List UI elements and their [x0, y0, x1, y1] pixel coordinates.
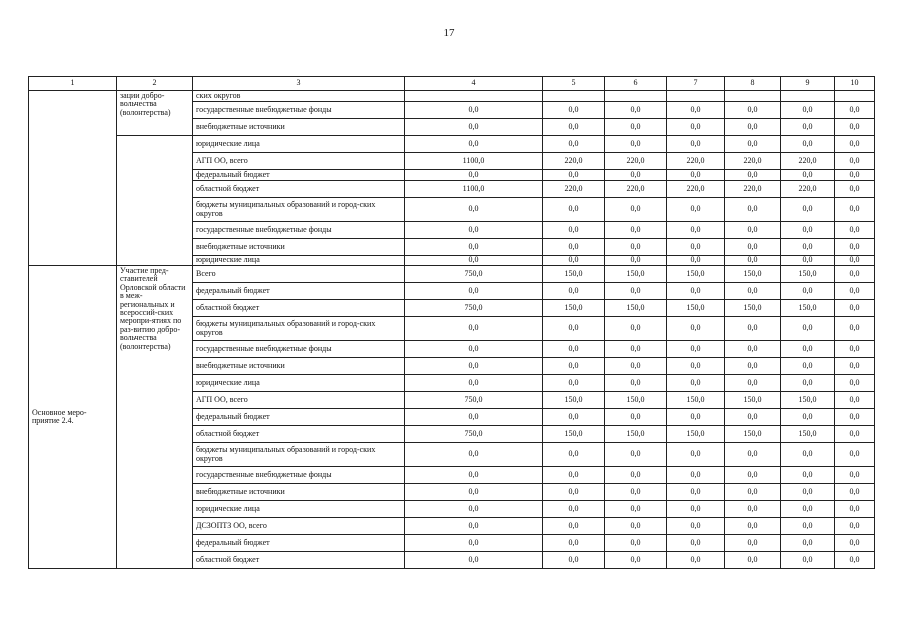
value-cell: 0,0 — [543, 484, 605, 501]
value-cell: 0,0 — [667, 170, 725, 181]
value-cell: 0,0 — [605, 102, 667, 119]
header-cell: 7 — [667, 77, 725, 91]
value-cell: 0,0 — [405, 358, 543, 375]
value-cell: 1100,0 — [405, 153, 543, 170]
table-row — [29, 136, 875, 153]
funding-source-cell: бюджеты муниципальных образований и город-ских округов — [193, 198, 405, 222]
value-cell — [667, 91, 725, 102]
value-cell: 150,0 — [781, 300, 835, 317]
value-cell: 0,0 — [781, 409, 835, 426]
value-cell: 0,0 — [781, 358, 835, 375]
value-cell: 150,0 — [725, 392, 781, 409]
value-cell: 0,0 — [667, 501, 725, 518]
value-cell: 0,0 — [725, 484, 781, 501]
header-cell: 9 — [781, 77, 835, 91]
value-cell — [543, 91, 605, 102]
value-cell: 150,0 — [543, 426, 605, 443]
header-cell: 1 — [29, 77, 117, 91]
funding-source-cell: юридические лица — [193, 375, 405, 392]
value-cell: 0,0 — [835, 239, 875, 256]
value-cell: 0,0 — [835, 300, 875, 317]
table-row — [29, 91, 875, 102]
header-cell: 2 — [117, 77, 193, 91]
value-cell: 0,0 — [543, 170, 605, 181]
value-cell: 150,0 — [667, 300, 725, 317]
value-cell: 0,0 — [605, 484, 667, 501]
value-cell: 0,0 — [605, 283, 667, 300]
value-cell: 0,0 — [605, 170, 667, 181]
value-cell: 0,0 — [543, 198, 605, 222]
value-cell: 0,0 — [543, 283, 605, 300]
funding-source-cell: бюджеты муниципальных образований и город-ских округов — [193, 317, 405, 341]
value-cell: 750,0 — [405, 266, 543, 283]
value-cell: 0,0 — [781, 170, 835, 181]
value-cell: 0,0 — [725, 239, 781, 256]
value-cell: 0,0 — [835, 358, 875, 375]
value-cell: 150,0 — [605, 426, 667, 443]
value-cell: 0,0 — [667, 256, 725, 266]
value-cell: 0,0 — [725, 102, 781, 119]
value-cell: 0,0 — [543, 119, 605, 136]
value-cell: 750,0 — [405, 392, 543, 409]
value-cell: 750,0 — [405, 300, 543, 317]
value-cell: 0,0 — [667, 341, 725, 358]
funding-source-cell: государственные внебюджетные фонды — [193, 222, 405, 239]
value-cell: 0,0 — [835, 283, 875, 300]
value-cell: 0,0 — [605, 119, 667, 136]
funding-source-cell: федеральный бюджет — [193, 535, 405, 552]
value-cell: 0,0 — [605, 518, 667, 535]
activity-description-cell: зации добро-вольчества (волонтерства) — [117, 91, 193, 136]
value-cell: 0,0 — [725, 443, 781, 467]
funding-source-cell: внебюджетные источники — [193, 239, 405, 256]
value-cell: 0,0 — [781, 119, 835, 136]
value-cell: 0,0 — [405, 170, 543, 181]
value-cell: 150,0 — [781, 392, 835, 409]
value-cell: 0,0 — [781, 222, 835, 239]
value-cell: 220,0 — [781, 181, 835, 198]
value-cell: 0,0 — [667, 467, 725, 484]
value-cell: 0,0 — [781, 518, 835, 535]
activity-title-cell: Основное меро-приятие 2.4. — [29, 266, 117, 569]
value-cell: 0,0 — [405, 501, 543, 518]
value-cell: 0,0 — [405, 239, 543, 256]
value-cell: 0,0 — [667, 102, 725, 119]
funding-source-cell: юридические лица — [193, 256, 405, 266]
funding-source-cell: областной бюджет — [193, 552, 405, 569]
value-cell: 0,0 — [405, 443, 543, 467]
value-cell: 0,0 — [781, 317, 835, 341]
value-cell: 0,0 — [725, 317, 781, 341]
value-cell: 0,0 — [605, 136, 667, 153]
value-cell: 0,0 — [835, 222, 875, 239]
value-cell: 0,0 — [725, 198, 781, 222]
value-cell: 0,0 — [405, 375, 543, 392]
value-cell: 0,0 — [543, 443, 605, 467]
value-cell: 0,0 — [543, 409, 605, 426]
value-cell: 0,0 — [605, 443, 667, 467]
value-cell: 0,0 — [667, 535, 725, 552]
value-cell: 0,0 — [405, 317, 543, 341]
value-cell: 150,0 — [667, 426, 725, 443]
value-cell: 0,0 — [835, 501, 875, 518]
value-cell: 0,0 — [543, 222, 605, 239]
value-cell: 220,0 — [667, 153, 725, 170]
value-cell: 0,0 — [835, 426, 875, 443]
value-cell: 0,0 — [667, 136, 725, 153]
funding-source-cell: областной бюджет — [193, 300, 405, 317]
funding-source-cell: федеральный бюджет — [193, 283, 405, 300]
value-cell: 0,0 — [605, 501, 667, 518]
value-cell: 0,0 — [543, 239, 605, 256]
value-cell: 0,0 — [667, 239, 725, 256]
funding-source-cell: областной бюджет — [193, 426, 405, 443]
value-cell: 0,0 — [725, 170, 781, 181]
value-cell: 0,0 — [667, 119, 725, 136]
value-cell: 0,0 — [667, 443, 725, 467]
value-cell: 0,0 — [835, 266, 875, 283]
value-cell: 0,0 — [667, 222, 725, 239]
value-cell: 0,0 — [605, 552, 667, 569]
value-cell — [405, 91, 543, 102]
value-cell: 150,0 — [605, 392, 667, 409]
funding-source-cell: государственные внебюджетные фонды — [193, 341, 405, 358]
value-cell: 0,0 — [725, 136, 781, 153]
value-cell: 0,0 — [405, 409, 543, 426]
value-cell: 0,0 — [725, 283, 781, 300]
funding-source-cell: внебюджетные источники — [193, 119, 405, 136]
value-cell: 0,0 — [835, 136, 875, 153]
funding-source-cell: юридические лица — [193, 501, 405, 518]
page-number: 17 — [443, 27, 455, 39]
value-cell: 0,0 — [405, 518, 543, 535]
value-cell: 0,0 — [725, 467, 781, 484]
value-cell: 0,0 — [725, 409, 781, 426]
value-cell: 0,0 — [835, 409, 875, 426]
value-cell: 0,0 — [781, 256, 835, 266]
value-cell: 0,0 — [781, 467, 835, 484]
value-cell: 220,0 — [667, 181, 725, 198]
value-cell: 0,0 — [605, 409, 667, 426]
value-cell: 750,0 — [405, 426, 543, 443]
value-cell: 220,0 — [781, 153, 835, 170]
value-cell: 0,0 — [605, 467, 667, 484]
value-cell: 0,0 — [405, 119, 543, 136]
value-cell: 0,0 — [605, 198, 667, 222]
value-cell — [725, 91, 781, 102]
funding-source-cell: внебюджетные источники — [193, 484, 405, 501]
value-cell: 150,0 — [725, 300, 781, 317]
value-cell: 0,0 — [605, 256, 667, 266]
value-cell: 220,0 — [543, 181, 605, 198]
value-cell: 0,0 — [835, 153, 875, 170]
value-cell: 0,0 — [543, 317, 605, 341]
value-cell: 0,0 — [835, 198, 875, 222]
value-cell: 150,0 — [543, 300, 605, 317]
value-cell: 0,0 — [725, 535, 781, 552]
value-cell: 0,0 — [781, 552, 835, 569]
value-cell: 0,0 — [835, 518, 875, 535]
header-cell: 6 — [605, 77, 667, 91]
value-cell: 0,0 — [667, 283, 725, 300]
funding-source-cell: бюджеты муниципальных образований и город-ских округов — [193, 443, 405, 467]
value-cell — [835, 91, 875, 102]
value-cell: 0,0 — [405, 102, 543, 119]
value-cell: 0,0 — [405, 136, 543, 153]
value-cell: 0,0 — [405, 341, 543, 358]
funding-source-cell: АГП ОО, всего — [193, 392, 405, 409]
value-cell: 0,0 — [543, 102, 605, 119]
funding-source-cell: внебюджетные источники — [193, 358, 405, 375]
value-cell: 0,0 — [835, 443, 875, 467]
value-cell: 0,0 — [781, 341, 835, 358]
value-cell: 0,0 — [543, 501, 605, 518]
value-cell: 0,0 — [725, 375, 781, 392]
value-cell: 0,0 — [781, 283, 835, 300]
value-cell: 0,0 — [605, 535, 667, 552]
value-cell: 0,0 — [835, 102, 875, 119]
header-cell: 10 — [835, 77, 875, 91]
value-cell: 0,0 — [667, 518, 725, 535]
value-cell: 0,0 — [405, 222, 543, 239]
value-cell: 150,0 — [667, 392, 725, 409]
value-cell: 220,0 — [725, 153, 781, 170]
value-cell: 0,0 — [543, 256, 605, 266]
value-cell: 0,0 — [725, 222, 781, 239]
value-cell: 0,0 — [725, 341, 781, 358]
funding-table — [28, 76, 875, 569]
value-cell: 0,0 — [605, 358, 667, 375]
value-cell: 150,0 — [605, 300, 667, 317]
value-cell: 220,0 — [605, 153, 667, 170]
value-cell: 150,0 — [725, 426, 781, 443]
value-cell: 0,0 — [543, 341, 605, 358]
value-cell: 0,0 — [405, 535, 543, 552]
value-cell — [605, 91, 667, 102]
value-cell: 0,0 — [835, 392, 875, 409]
value-cell: 0,0 — [405, 467, 543, 484]
value-cell: 150,0 — [605, 266, 667, 283]
value-cell: 0,0 — [405, 256, 543, 266]
value-cell: 0,0 — [835, 181, 875, 198]
value-cell: 0,0 — [667, 409, 725, 426]
header-row — [29, 77, 875, 91]
value-cell: 0,0 — [605, 317, 667, 341]
value-cell: 0,0 — [835, 170, 875, 181]
value-cell: 150,0 — [543, 392, 605, 409]
value-cell: 0,0 — [543, 358, 605, 375]
value-cell: 0,0 — [725, 552, 781, 569]
value-cell: 0,0 — [725, 256, 781, 266]
value-cell: 0,0 — [781, 239, 835, 256]
value-cell: 1100,0 — [405, 181, 543, 198]
value-cell: 0,0 — [781, 501, 835, 518]
value-cell — [781, 91, 835, 102]
value-cell: 0,0 — [667, 484, 725, 501]
value-cell: 0,0 — [835, 552, 875, 569]
value-cell: 0,0 — [725, 518, 781, 535]
funding-source-cell: федеральный бюджет — [193, 409, 405, 426]
value-cell: 150,0 — [725, 266, 781, 283]
activity-description-cell: Участие пред-ставителей Орловской области в меж-региональных и всероссий-ских меропри-ятиях по раз-витию добро-вольчества (волонтерства) — [117, 266, 193, 569]
value-cell: 0,0 — [605, 341, 667, 358]
value-cell: 0,0 — [725, 119, 781, 136]
value-cell: 0,0 — [835, 375, 875, 392]
value-cell: 0,0 — [781, 136, 835, 153]
value-cell: 0,0 — [781, 443, 835, 467]
value-cell: 0,0 — [405, 552, 543, 569]
value-cell: 0,0 — [667, 317, 725, 341]
value-cell: 0,0 — [835, 119, 875, 136]
empty-cell — [117, 136, 193, 266]
activity-cell — [29, 91, 117, 266]
funding-source-cell: ских округов — [193, 91, 405, 102]
value-cell: 0,0 — [543, 518, 605, 535]
value-cell: 0,0 — [667, 552, 725, 569]
header-cell: 8 — [725, 77, 781, 91]
value-cell: 150,0 — [543, 266, 605, 283]
value-cell: 0,0 — [725, 501, 781, 518]
value-cell: 0,0 — [835, 535, 875, 552]
value-cell: 0,0 — [835, 467, 875, 484]
value-cell: 0,0 — [835, 256, 875, 266]
funding-source-cell: Всего — [193, 266, 405, 283]
value-cell: 0,0 — [605, 375, 667, 392]
value-cell: 150,0 — [667, 266, 725, 283]
value-cell: 0,0 — [605, 222, 667, 239]
value-cell: 0,0 — [835, 484, 875, 501]
value-cell: 0,0 — [667, 198, 725, 222]
value-cell: 0,0 — [405, 484, 543, 501]
value-cell: 220,0 — [543, 153, 605, 170]
value-cell: 220,0 — [605, 181, 667, 198]
value-cell: 0,0 — [543, 375, 605, 392]
value-cell: 0,0 — [605, 239, 667, 256]
value-cell: 220,0 — [725, 181, 781, 198]
funding-source-cell: АГП ОО, всего — [193, 153, 405, 170]
header-cell: 5 — [543, 77, 605, 91]
value-cell: 0,0 — [781, 102, 835, 119]
value-cell: 0,0 — [405, 198, 543, 222]
funding-source-cell: юридические лица — [193, 136, 405, 153]
value-cell: 0,0 — [543, 535, 605, 552]
value-cell: 0,0 — [835, 317, 875, 341]
value-cell: 0,0 — [405, 283, 543, 300]
value-cell: 0,0 — [781, 484, 835, 501]
value-cell: 0,0 — [543, 136, 605, 153]
header-cell: 4 — [405, 77, 543, 91]
value-cell: 0,0 — [543, 467, 605, 484]
value-cell: 0,0 — [725, 358, 781, 375]
header-cell: 3 — [193, 77, 405, 91]
value-cell: 0,0 — [781, 198, 835, 222]
value-cell: 150,0 — [781, 426, 835, 443]
value-cell: 0,0 — [781, 535, 835, 552]
value-cell: 0,0 — [781, 375, 835, 392]
value-cell: 0,0 — [835, 341, 875, 358]
value-cell: 0,0 — [667, 358, 725, 375]
table-row — [29, 266, 875, 283]
funding-source-cell: федеральный бюджет — [193, 170, 405, 181]
funding-source-cell: областной бюджет — [193, 181, 405, 198]
value-cell: 150,0 — [781, 266, 835, 283]
value-cell: 0,0 — [667, 375, 725, 392]
funding-source-cell: государственные внебюджетные фонды — [193, 467, 405, 484]
funding-source-cell: ДСЗОПТЗ ОО, всего — [193, 518, 405, 535]
funding-source-cell: государственные внебюджетные фонды — [193, 102, 405, 119]
value-cell: 0,0 — [543, 552, 605, 569]
